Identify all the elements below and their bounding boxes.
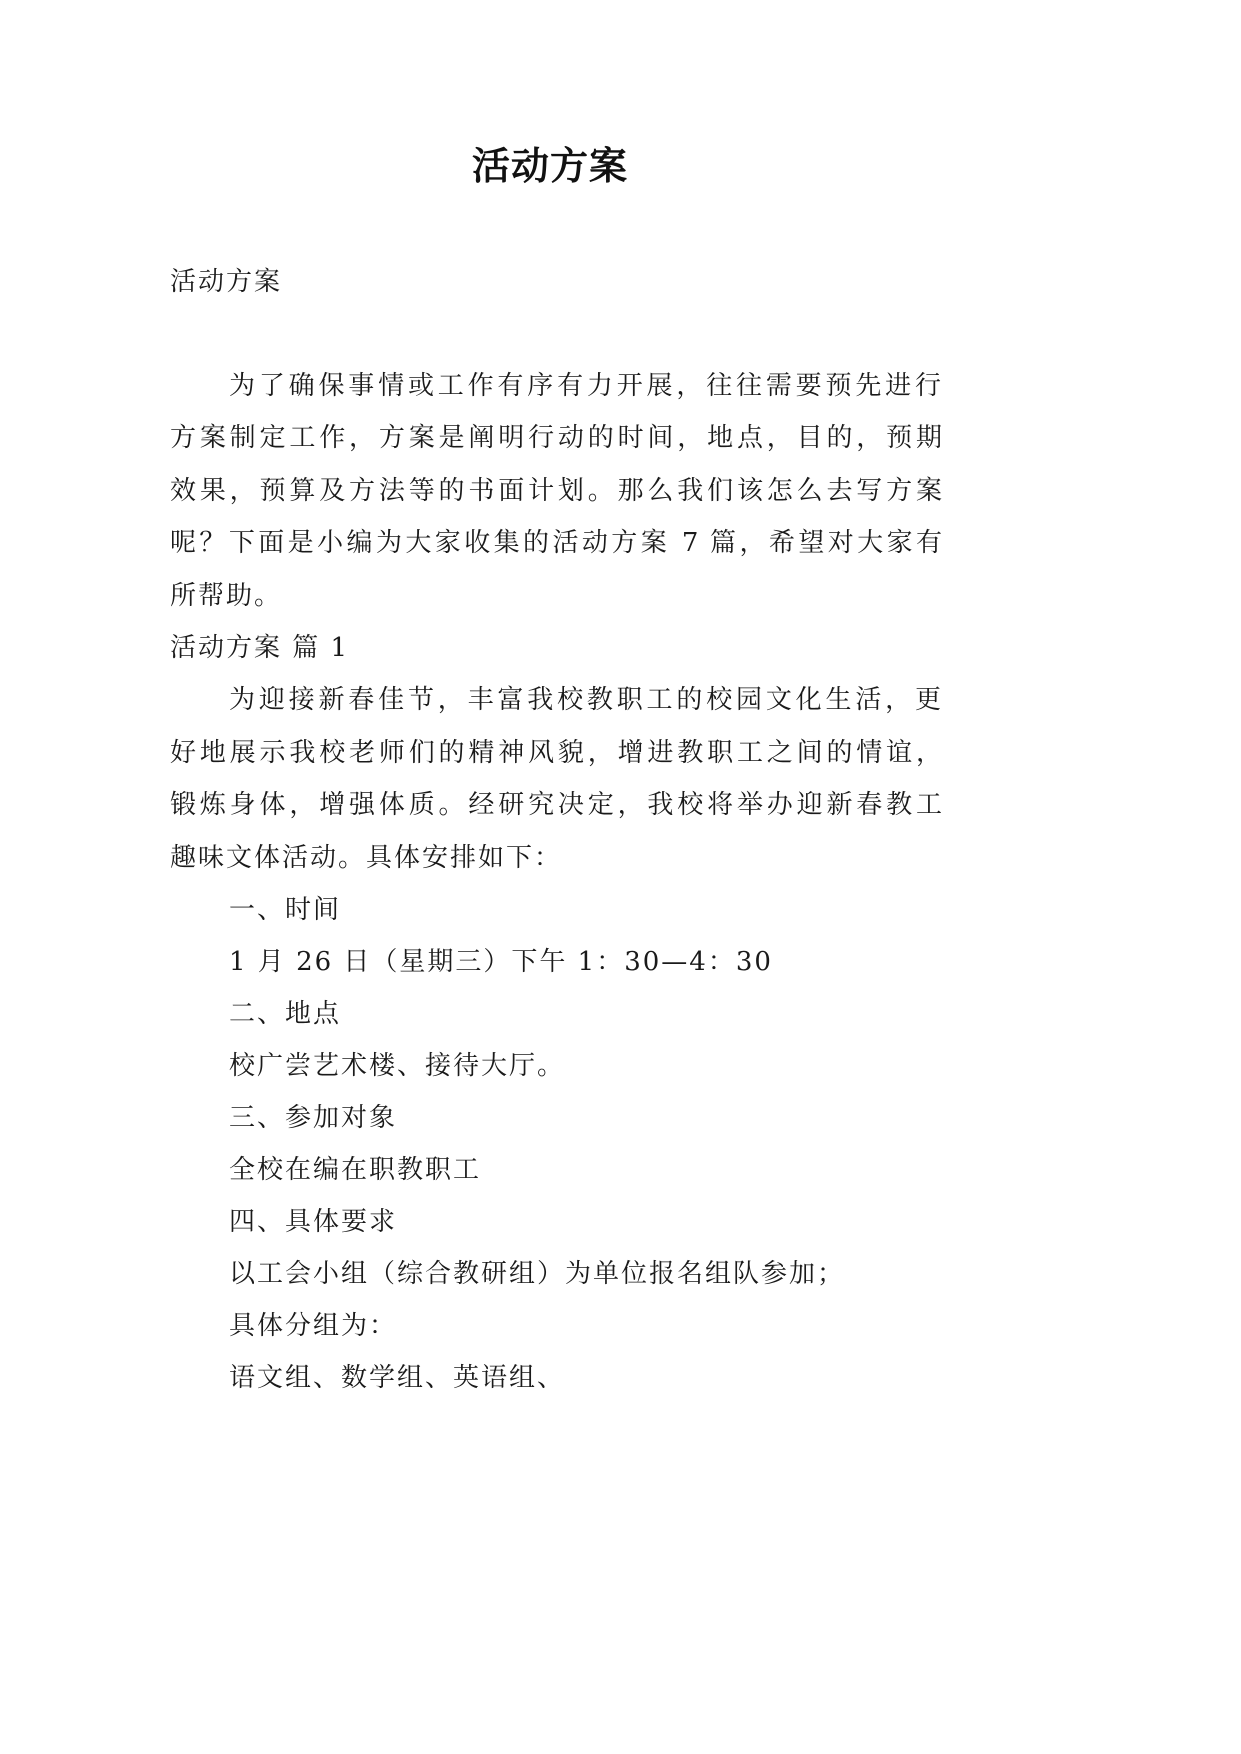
section-line: 好地展示我校老师们的精神风貌，增进教职工之间的情谊，	[170, 738, 942, 768]
section-line: 锻炼身体，增强体质。经研究决定，我校将举办迎新春教工	[170, 790, 942, 820]
section-line: 趣味文体活动。具体安排如下：	[170, 843, 563, 873]
document-title: 活动方案	[471, 144, 628, 188]
item-heading-location: 二、地点	[229, 999, 342, 1029]
intro-line: 为了确保事情或工作有序有力开展，往往需要预先进行	[229, 371, 941, 401]
item-participants-value: 全校在编在职教职工	[229, 1155, 482, 1185]
item-grouping-value: 语文组、数学组、英语组、	[229, 1363, 566, 1393]
item-heading-time: 一、时间	[229, 895, 342, 925]
intro-line: 效果，预算及方法等的书面计划。那么我们该怎么去写方案	[170, 476, 942, 506]
section-heading: 活动方案 篇 1	[170, 633, 350, 663]
intro-line: 方案制定工作，方案是阐明行动的时间，地点，目的，预期	[170, 423, 942, 453]
item-requirements-value: 以工会小组（综合教研组）为单位报名组队参加；	[229, 1259, 846, 1289]
item-heading-requirements: 四、具体要求	[229, 1207, 398, 1237]
intro-line: 呢？下面是小编为大家收集的活动方案 7 篇，希望对大家有	[170, 528, 942, 558]
item-heading-participants: 三、参加对象	[229, 1103, 398, 1133]
document-subtitle: 活动方案	[170, 267, 283, 297]
intro-line: 所帮助。	[170, 581, 283, 611]
item-grouping-label: 具体分组为：	[229, 1311, 398, 1341]
section-line: 为迎接新春佳节，丰富我校教职工的校园文化生活，更	[229, 685, 941, 715]
item-location-value: 校广尝艺术楼、接待大厅。	[229, 1051, 566, 1081]
item-time-value: 1 月 26 日（星期三）下午 1：30—4：30	[229, 947, 773, 977]
